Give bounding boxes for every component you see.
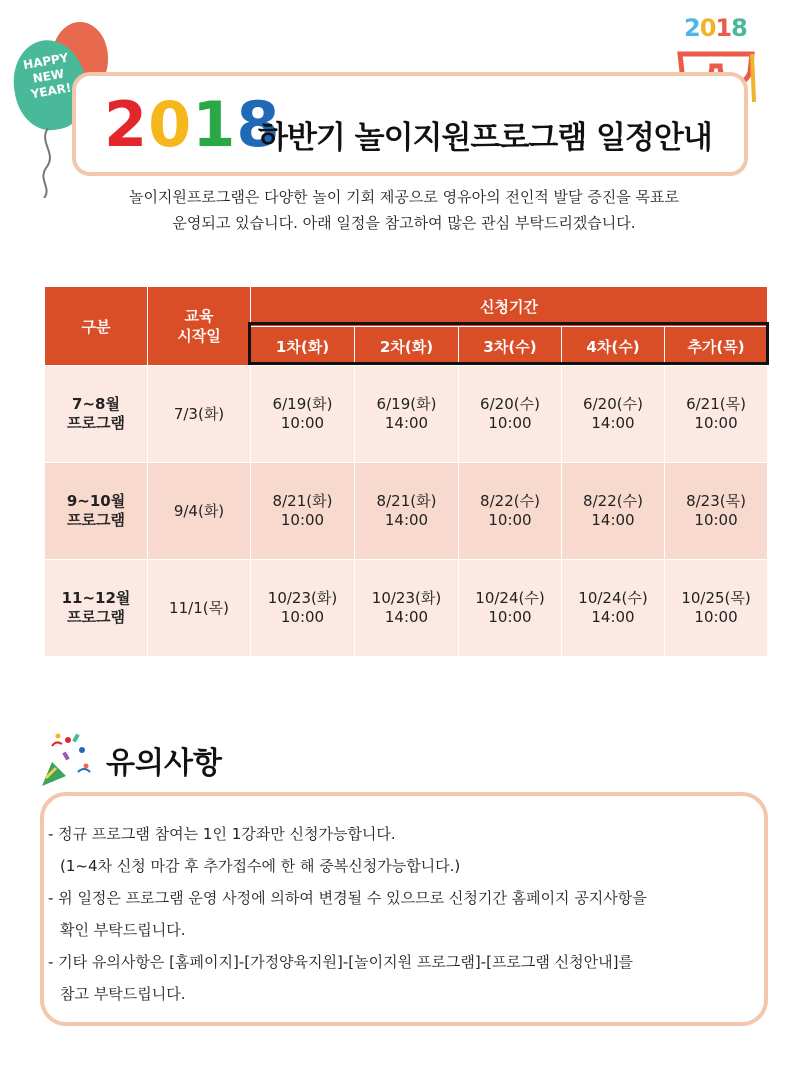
table-row	[45, 366, 768, 463]
intro-text	[0, 184, 808, 236]
note-line: 참고 부탁드립니다.	[60, 985, 186, 1003]
note-line: - 기타 유의사항은 [홈페이지]-[가정양육지원]-[놀이지원 프로그램]-[프로그램 신청안내]를	[48, 953, 633, 971]
balloon-text: NEW	[31, 66, 66, 86]
table-row	[45, 463, 768, 560]
program-cell: 9~10월 프로그램	[45, 463, 148, 560]
header-round: 4차(수)	[562, 327, 665, 366]
slot-cell: 10/23(화) 10:00	[251, 560, 355, 657]
note-line: - 정규 프로그램 참여는 1인 1강좌만 신청가능합니다.	[48, 825, 396, 843]
slot-cell: 10/24(수) 10:00	[459, 560, 562, 657]
balloon-text: YEAR!	[29, 80, 73, 102]
slot-cell: 8/21(화) 10:00	[251, 463, 355, 560]
slot-cell: 6/20(수) 14:00	[562, 366, 665, 463]
start-date-cell: 9/4(화)	[148, 463, 251, 560]
header-application-period: 신청기간	[251, 287, 768, 327]
program-cell: 7~8월 프로그램	[45, 366, 148, 463]
header-start-date: 교육 시작일	[148, 287, 251, 366]
slot-cell: 6/20(수) 10:00	[459, 366, 562, 463]
notes-list	[48, 818, 764, 1010]
glasses-year: 2018	[684, 14, 747, 42]
slot-cell: 6/19(화) 10:00	[251, 366, 355, 463]
note-line: - 위 일정은 프로그램 운영 사정에 의하여 변경될 수 있으므로 신청기간 홈페이지 공지사항을	[48, 889, 647, 907]
program-cell: 11~12월 프로그램	[45, 560, 148, 657]
slot-cell: 10/23(화) 14:00	[355, 560, 459, 657]
slot-cell: 6/21(목) 10:00	[665, 366, 768, 463]
slot-cell: 8/22(수) 10:00	[459, 463, 562, 560]
slot-cell: 10/24(수) 14:00	[562, 560, 665, 657]
header-round: 2차(화)	[355, 327, 459, 366]
table-row	[45, 560, 768, 657]
balloon-text: HAPPY	[22, 50, 70, 73]
note-line: 확인 부탁드립니다.	[60, 921, 186, 939]
slot-cell: 8/22(수) 14:00	[562, 463, 665, 560]
header-round: 추가(목)	[665, 327, 768, 366]
header-round: 1차(화)	[251, 327, 355, 366]
header-round: 3차(수)	[459, 327, 562, 366]
slot-cell: 6/19(화) 14:00	[355, 366, 459, 463]
intro-line: 운영되고 있습니다. 아래 일정을 참고하여 많은 관심 부탁드리겠습니다.	[172, 214, 636, 232]
page-title: 하반기 놀이지원프로그램 일정안내	[258, 120, 712, 156]
header-category: 구분	[45, 287, 148, 366]
note-line: (1~4차 신청 마감 후 추가접수에 한 해 중복신청가능합니다.)	[60, 857, 461, 875]
notes-heading: 유의사항	[106, 746, 222, 781]
slot-cell: 8/21(화) 14:00	[355, 463, 459, 560]
start-date-cell: 11/1(목)	[148, 560, 251, 657]
intro-line: 놀이지원프로그램은 다양한 놀이 기회 제공으로 영유아의 전인적 발달 증진을 목표로	[128, 188, 680, 206]
slot-cell: 8/23(목) 10:00	[665, 463, 768, 560]
title-year: 2018	[104, 88, 281, 161]
start-date-cell: 7/3(화)	[148, 366, 251, 463]
party-popper-icon	[38, 728, 96, 790]
slot-cell: 10/25(목) 10:00	[665, 560, 768, 657]
schedule-table	[44, 286, 768, 657]
